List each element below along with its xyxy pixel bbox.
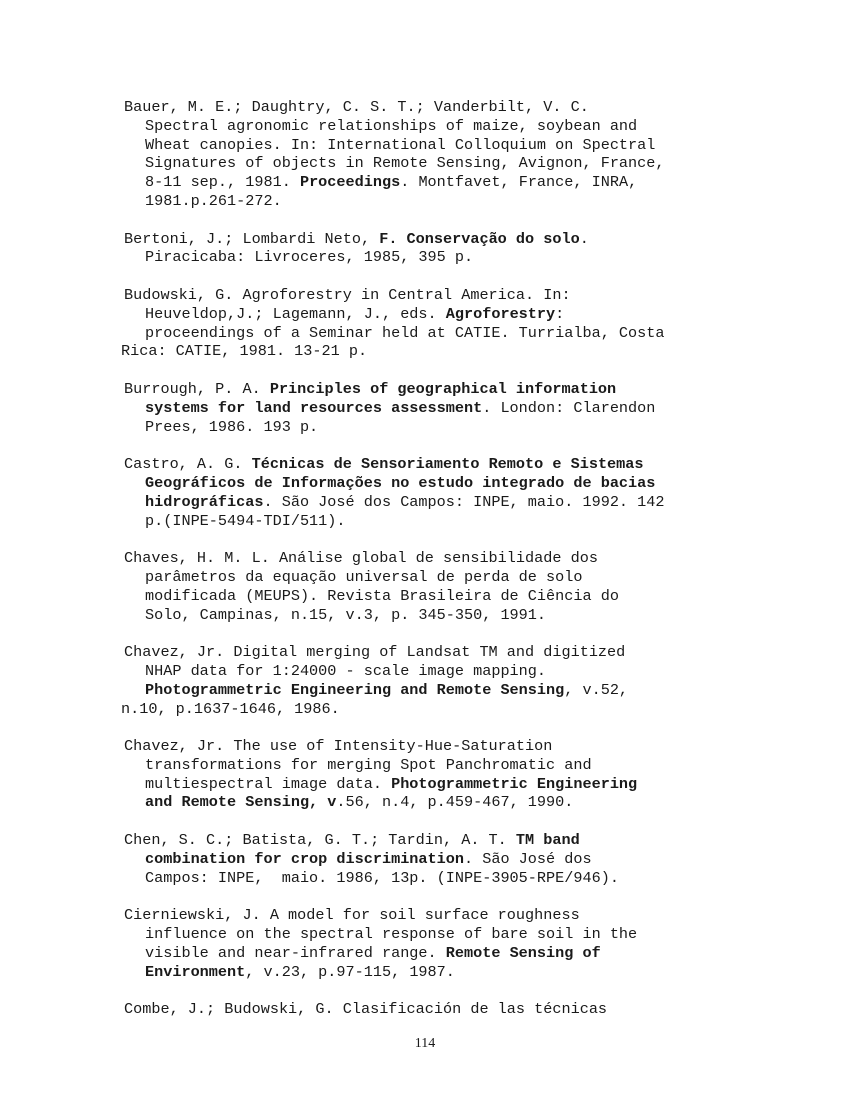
bold-title-text: combination for crop discrimination [145,849,464,868]
reference-line [124,775,724,794]
reference-text: Cierniewski, J. A model for soil surface roughness [124,906,580,925]
reference-line [124,154,724,173]
bold-title-text: Agroforestry [445,304,556,323]
reference-text: modificada (MEUPS). Revista Brasileira de Ciência do [145,586,619,605]
reference-text: Solo, Campinas, n.15, v.3, p. 345-350, 1991. [145,605,547,624]
reference-text: Spectral agronomic relationships of maize, soybean and [145,116,638,135]
reference-text: influence on the spectral response of bare soil in the [145,925,638,944]
reference-text: n.10, p.1637-1646, 1986. [121,699,340,718]
bold-title-text: Photogrammetric Engineering [391,774,638,793]
reference-line [124,136,724,155]
reference-text: Rica: CATIE, 1981. 13-21 p. [121,342,368,361]
reference-text: . [579,229,589,248]
reference-line [121,342,724,361]
bold-title-text: F. Conservação do solo [379,229,580,248]
reference-line [124,925,724,944]
bold-title-text: hidrográficas [145,492,264,511]
reference-line [124,117,724,136]
reference-text: : [555,304,565,323]
reference-line [124,493,724,512]
reference-text: Prees, 1986. 193 p. [145,417,319,436]
reference-line [124,230,724,249]
bold-title-text: Remote Sensing of [445,943,601,962]
bold-title-text: Geográficos de Informações no estudo integrado de bacias [145,473,656,492]
reference-line [124,963,724,982]
reference-entry-bauer [124,98,724,211]
reference-line [124,418,724,437]
reference-text: Signatures of objects in Remote Sensing, Avignon, France, [145,154,665,173]
reference-line [124,549,724,568]
reference-text: . Montfavet, France, INRA, [400,173,638,192]
reference-line [124,681,724,700]
bold-title-text: Principles of geographical information [269,379,617,398]
bold-title-text: systems for land resources assessment [145,398,483,417]
reference-text: proceendings of a Seminar held at CATIE. Turrialba, Costa [145,323,665,342]
reference-text: Chen, S. C.; Batista, G. T.; Tardin, A. T. [124,831,516,850]
bold-title-text: Photogrammetric Engineering and Remote Sensing [145,680,565,699]
reference-text: Wheat canopies. In: International Colloquium on Spectral [145,135,656,154]
reference-line [124,399,724,418]
reference-text: multiespectral image data. [145,774,392,793]
reference-entry-budowski [121,285,724,361]
reference-text: Chaves, H. M. L. Análise global de sensibilidade dos [124,549,598,568]
reference-line [124,380,724,399]
reference-line [124,568,724,587]
reference-line [124,831,724,850]
reference-text: 8-11 sep., 1981. [145,173,300,192]
reference-entry-burrough [124,380,724,436]
reference-line [124,286,724,305]
reference-line [124,1000,724,1019]
reference-line [124,474,724,493]
reference-text: NHAP data for 1:24000 - scale image mapping. [145,661,547,680]
bold-title-text: TM band [515,831,580,850]
reference-text: transformations for merging Spot Panchromatic and [145,755,592,774]
reference-line [124,737,724,756]
reference-text: Combe, J.; Budowski, G. Clasificación de las técnicas [124,1000,608,1019]
reference-text: p.(INPE-5494-TDI/511). [145,511,346,530]
reference-text: . London: Clarendon [482,398,656,417]
reference-text: Campos: INPE, maio. 1986, 13p. (INPE-3905-RPE/946). [145,868,619,887]
reference-text: Bauer, M. E.; Daughtry, C. S. T.; Vanderbilt, V. C. [124,98,589,116]
reference-line [124,324,724,343]
reference-line [124,643,724,662]
reference-line [124,606,724,625]
reference-entry-chavez2 [124,737,724,812]
reference-entry-combe [124,1000,724,1019]
reference-text: . São José dos Campos: INPE, maio. 1992. 142 [263,492,665,511]
reference-line [124,192,724,211]
reference-text: Chavez, Jr. Digital merging of Landsat TM and digitized [124,643,626,662]
reference-line [124,850,724,869]
reference-entry-bertoni [124,230,724,268]
page-number: 114 [414,1036,436,1051]
reference-text: , v.23, p.97-115, 1987. [245,962,455,981]
reference-line [121,700,724,719]
bold-title-text: Proceedings [299,173,401,192]
reference-text: parâmetros da equação universal de perda de solo [145,567,583,586]
reference-entry-cierniewski [124,906,724,981]
bold-title-text: and Remote Sensing, v [145,793,337,812]
reference-line [124,512,724,531]
reference-line [124,587,724,606]
reference-text: visible and near-infrared range. [145,943,446,962]
reference-text: Bertoni, J.; Lombardi Neto, [124,229,380,248]
reference-text: 1981.p.261-272. [145,191,282,210]
reference-text: , v.52, [564,680,629,699]
reference-line [124,455,724,474]
reference-entry-chaves [124,549,724,624]
reference-text: Burrough, P. A. [124,379,270,398]
reference-line [124,869,724,888]
reference-line [124,906,724,925]
reference-text: Chavez, Jr. The use of Intensity-Hue-Saturation [124,737,553,756]
reference-line [124,248,724,267]
reference-text: Castro, A. G. [124,455,252,474]
reference-entry-castro [124,455,724,530]
reference-entry-chavez1 [121,643,724,718]
reference-line [124,662,724,681]
reference-text: .56, n.4, p.459-467, 1990. [336,793,574,812]
bold-title-text: Environment [145,962,246,981]
reference-line [124,305,724,324]
reference-line [124,944,724,963]
bold-title-text: Técnicas de Sensoriamento Remoto e Sistemas [251,455,644,474]
reference-text: Piracicaba: Livroceres, 1985, 395 p. [145,248,474,267]
reference-entry-chen [124,831,724,887]
reference-line [124,756,724,775]
reference-line [124,98,724,117]
reference-line [124,173,724,192]
reference-text: Budowski, G. Agroforestry in Central America. In: [124,285,571,304]
reference-text: . São José dos [464,849,592,868]
reference-text: Heuveldop,J.; Lagemann, J., eds. [145,304,446,323]
reference-list [121,98,724,1038]
reference-line [124,793,724,812]
